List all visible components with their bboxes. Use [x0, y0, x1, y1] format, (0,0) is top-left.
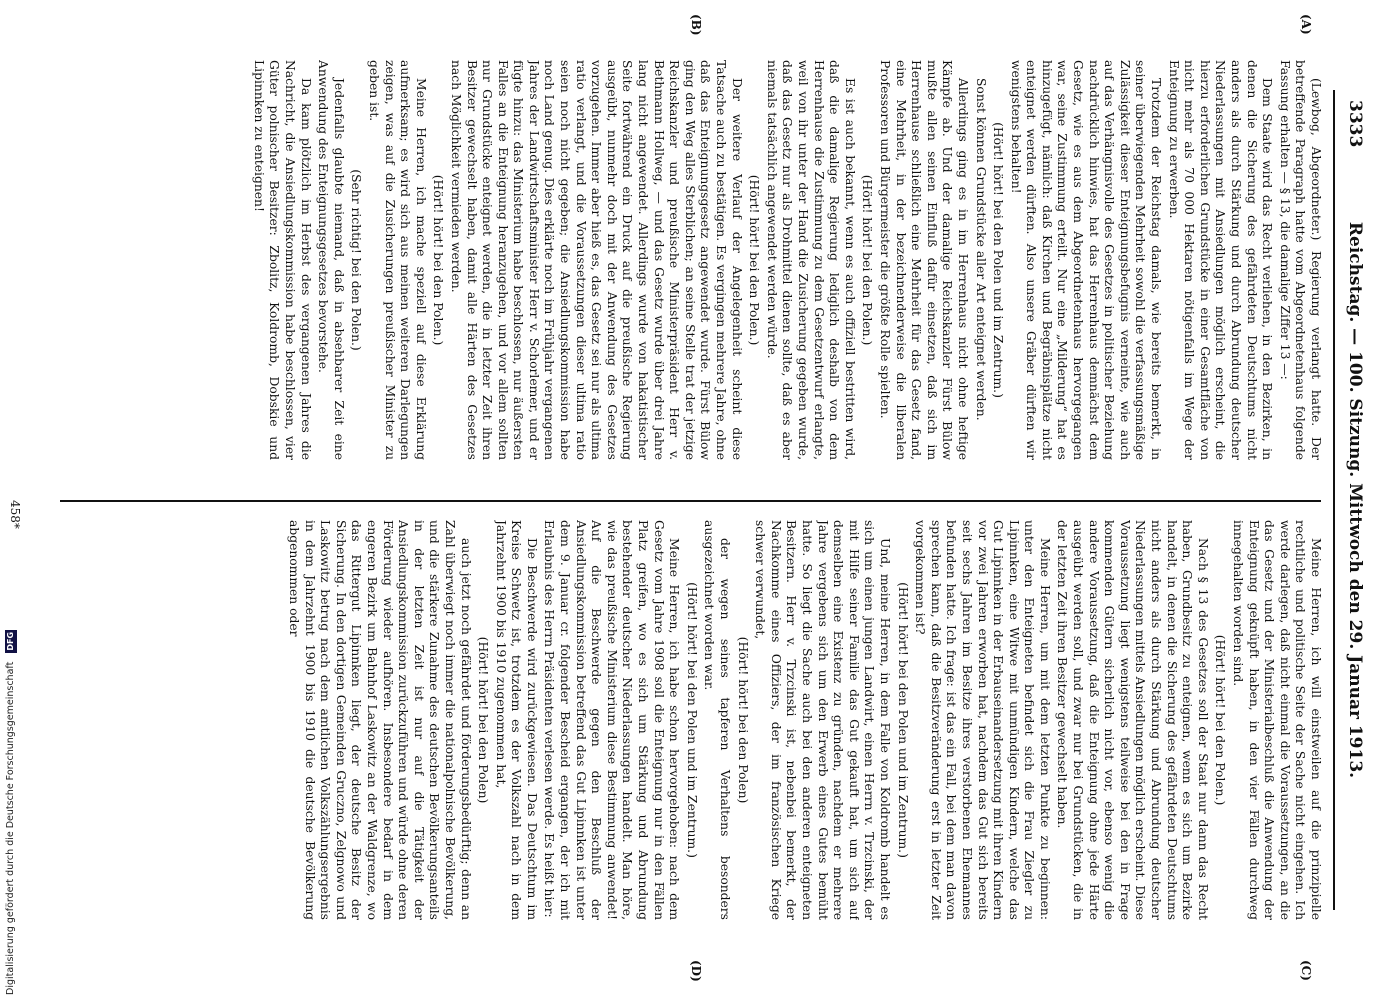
paragraph: (Hört! hört! bei den Polen.) — [860, 174, 875, 346]
paragraph: (Hört! hört! bei den Polen und im Zentrum.) — [895, 582, 910, 858]
paragraph: Trotzdem der Reichstag damals, wie bereits bemerkt, in seiner überwiegenden Mehrheit sowohl die verfassungsmäßige Zulässigkeit dieser Enteignungsbefugnis verneinte, wie auch auf das Verhängnisvolle des Gesetzes in politischer Beziehung nachdrücklich hinwies, hat das Herrenhaus demnächst dem Gesetz, wie es aus dem Abgeordnetenhaus hervorgegangen war, seine Zustimmung erteilt. Nur eine „Milderung“ hat es hinzugefügt, nämlich: daß Kirchen und Begräbnisplätze nicht enteignet werden dürften. Also unsere Gräber dürften wir wenigstens behalten! — [1008, 60, 1164, 460]
paragraph: Meine Herren, ich will einstweilen auf die prinzipielle rechtliche und politische Seite der Sache nicht eingehen. Ich werde darlegen, daß nicht einmal die Voraussetzungen, an die das Gesetz und der Ministerialbeschluß die Anwendung der Enteignung geknüpft haben, in den vier Fällen durchweg innegehalten worden sind. — [1231, 520, 1323, 920]
paragraph: Und, meine Herren, in dem Falle von Koldromb handelt es sich um einen jungen Landwirt, einen Herrn v. Trzcinski, der mit Hilfe seiner Familie das Gut gekauft hat, um sich auf demselben eine Existenz zu gründen, nachdem er mehrere Jahre vergebens sich um den Erwerb eines Gutes bemüht hatte. So liegt die Sache auch bei den anderen enteigneten Besitzern. Herr v. Trzcinski ist, nebenbei bemerkt, der Nachkomme eines Offiziers, der im französischen Kriege schwer verwundet, — [753, 520, 892, 920]
paragraph: Meine Herren, ich mache speziell auf diese Erklärung aufmerksam; es wird sich aus meinen weiteren Darlegungen zeigen, was auf die Zusicherungen preußischer Minister zu geben ist. — [366, 60, 428, 460]
paragraph: (Hört! hört! bei den Polen) — [735, 636, 750, 804]
paragraph: (Hört! hört! bei den Polen.) — [747, 174, 762, 346]
paragraph: Da kam plötzlich im Herbst des vergangenen Jahres die Nachricht, die Ansiedlungskommission habe beschlossen, vier Güter polnischer Besitzer: Zbolitz, Koldromb, Dobskie und Lipinnken zu enteignen! — [251, 60, 313, 460]
paragraph: (Hört! hört! bei den Polen und im Zentrum.) — [991, 122, 1006, 398]
page-header — [1335, 60, 1375, 940]
digitization-credit — [2, 610, 20, 995]
margin-mark-b: (B) — [689, 14, 703, 36]
page-title: Reichstag. — 100. Sitzung. Mittwoch den 29. Januar 1913. — [1345, 221, 1365, 779]
paragraph: Die Beschwerde wird zurückgewiesen. Das Deutschtum im Kreise Schwetz ist, trotzdem es der Volkszahl nach in dem Jahrzehnt 1900 bis 1910 zugenommen hat, — [493, 520, 539, 920]
paragraph: (Hört! hört! bei den Polen und im Zentrum.) — [684, 582, 699, 858]
paragraph: der wegen seines tapferen Verhaltens besonders ausgezeichnet worden war. — [702, 520, 733, 920]
dfg-logo: DFG — [6, 631, 15, 651]
paragraph: Allerdings ging es in im Herrenhaus nicht ohne heftige Kämpfe ab. Und der damalige Reichskanzler Fürst Bülow mußte allen seinen Einfluß dafür einsetzen, daß sich im Herrenhause schließlich eine Mehrheit für das Gesetz fand, eine Mehrheit, in der bezeichnenderweise die liberalen Professoren und Bürgermeister die größte Rolle spielten. — [877, 60, 970, 460]
sheet-number: 458* — [8, 500, 22, 529]
page-number: 3333 — [1345, 100, 1365, 148]
paragraph: Jedenfalls glaubte niemand, daß in absehbarer Zeit eine Anwendung des Enteignungsgesetzes bevorstehe. — [316, 60, 346, 460]
paragraph: auch jetzt noch gefährdet und förderungsbedürftig; denn an Zahl überwiegt noch immer die nationalpolnische Bevölkerung, und die stärkere Zunahme des deutschen Bevölkerungsanteils in der letzten Zeit ist nur auf die Tätigkeit der Ansiedlungskommission zurückzuführen und würde ohne deren Förderung wieder aufhören. Insbesondere bedarf in dem engeren Bezirk um Bahnhof Laskowitz an der Waldgrenze, wo das Rittergut Lipinnken liegt, der deutsche Besitz der Sicherung. In den dortigen Gemeinden Gruczno, Zelgnowo und Laskowitz betrug nach dem amtlichen Volkszählungsergebnis in dem Jahrzehnt 1900 bis 1910 die deutsche Bevölkerung abgenommen oder — [287, 520, 473, 920]
paragraph: Es ist auch bekannt, wenn es auch offiziell bestritten wird, daß die damalige Regierung lediglich deshalb von dem Herrenhause die Zustimmung zu dem Gesetzentwurf erlangte, weil von ihr unter der Hand die Zusicherung gegeben wurde, daß das Gesetz nur als Drohmittel dienen sollte, daß es aber niemals tatsächlich angewendet werden würde. — [764, 60, 857, 460]
paragraph: Meine Herren, ich habe schon hervorgehoben: nach dem Gesetz vom Jahre 1908 soll die Enteignung nur in den Fällen Platz greifen, wo es sich um Stärkung und Abrundung bestehender deutscher Niederlassungen handelt. Man höre, wie das preußische Ministerium diese Bestimmung anwendet! Auf die Beschwerde gegen den Beschluß der Ansiedlungskommission betreffend das Gut Lipinnken ist unter dem 9. Januar cr. folgender Bescheid ergangen, der ich mit Erlaubnis des Herrn Präsidenten verlesen werde. Es heißt hier: — [542, 520, 682, 920]
margin-mark-a: (A) — [1299, 14, 1313, 35]
paragraph: (Hört! hört! bei den Polen.) — [431, 174, 446, 346]
right-text-column — [60, 520, 1323, 920]
header-rule — [1333, 90, 1335, 910]
paragraph: (Lewbog, Abgeordneter.) Regierung verlangt hatte. Der betreffende Paragraph hatte vom Abgeordnetenhaus folgende Fassung erhalten — § 13, die damalige Ziffer 13 —: — [1277, 60, 1323, 460]
paragraph: Dem Staate wird das Recht verliehen, in den Bezirken, in denen die Sicherung des gefährdeten Deutschtums nicht anders als durch Stärkung und durch Abrundung deutscher Niederlassungen mit Ansiedlungen möglich erscheint, die hierzu erforderlichen Grundstücke in einer Gesamtfläche von nicht mehr als 70 000 Hektaren nötigenfalls im Wege der Enteignung zu erwerben. — [1166, 60, 1275, 460]
left-text-column — [60, 60, 1323, 460]
paragraph: Meine Herren, um mit dem letzten Punkte zu beginnen: unter den Enteigneten befindet sich die Frau Ziegler zu Lipinnken, eine Witwe mit unmündigen Kindern, welche das Gut Lipinnken in der Erbauseinandersetzung mit ihren Kindern vor zwei Jahren erworben hat, nachdem das Gut sich bereits seit sechs Jahren im Besitze ihres verstorbenen Ehemannes befunden hatte. Ich frage: ist das ein Fall, bei dem man davon sprechen kann, daß die Besitzveränderung erst in letzter Zeit vorgekommen ist? — [913, 520, 1052, 920]
margin-mark-d: (D) — [689, 960, 703, 982]
credit-text: Digitalisierung gefördert durch die Deutsche Forschungsgemeinschaft — [5, 661, 16, 995]
credit-text-row — [2, 610, 20, 995]
paragraph: (Hört! hört! bei den Polen) — [476, 636, 491, 804]
margin-mark-c: (C) — [1299, 960, 1313, 981]
column-divider — [60, 500, 1321, 502]
paragraph: Sonst können Grundstücke aller Art enteignet werden. — [973, 78, 988, 421]
paragraph: (Sehr richtig! bei den Polen.) — [349, 169, 364, 351]
paragraph: (Hört! hört! bei den Polen.) — [1213, 634, 1228, 806]
paragraph: Nach § 13 des Gesetzes soll der Staat nur dann das Recht haben, Grundbesitz zu enteignen, wenn es sich um Bezirke handelt, in denen die Sicherung des gefährdeten Deutschtums nicht anders als durch Stärkung und Abrundung deutscher Niederlassungen mittels Ansiedlungen möglich erscheint. Diese Voraussetzung liegt wenigstens teilweise bei den in Frage kommenden Gütern sicherlich nicht vor, ebenso wenig die andere Voraussetzung, daß die Enteignung ohne jede Härte ausgeübt werden soll, und zwar nur bei Grundstücken, die in der letzten Zeit ihren Besitzer gewechselt haben. — [1055, 520, 1210, 920]
paragraph: Der weitere Verlauf der Angelegenheit scheint diese Tatsache auch zu bestätigen. Es vergingen mehrere Jahre, ohne daß das Enteignungsgesetz angewendet wurde. Fürst Bülow ging den Weg alles Sterblichen; an seine Stelle trat der jetzige Reichskanzler und preußische Ministerpräsident Herr v. Bethmann Hollweg, — und das Gesetz wurde über drei Jahre lang nicht angewendet. Allerdings wurde von hakatistischer Seite fortwährend ein Druck auf die preußische Regierung ausgeübt, nunmehr doch mit der Anwendung des Gesetzes vorzugehen. Immer aber hieß es, das Gesetz sei nur als ultima ratio verlangt, und die Voraussetzungen dieser ultima ratio seien noch nicht gegeben; die Ansiedlungskommission habe noch Land genug. Dies erklärte noch im Frühjahr vergangenen Jahres der Landwirtschaftsminister Herr v. Schorlemer, und er fügte hinzu: das Ministerium habe beschlossen, nur äußersten Falles an die Enteignung heranzugehen, und vor allem sollten nur Grundstücke enteignet werden, die in letzter Zeit ihren Besitzer gewechselt haben, damit alle Härten des Gesetzes nach Möglichkeit vermieden werden. — [448, 60, 744, 460]
